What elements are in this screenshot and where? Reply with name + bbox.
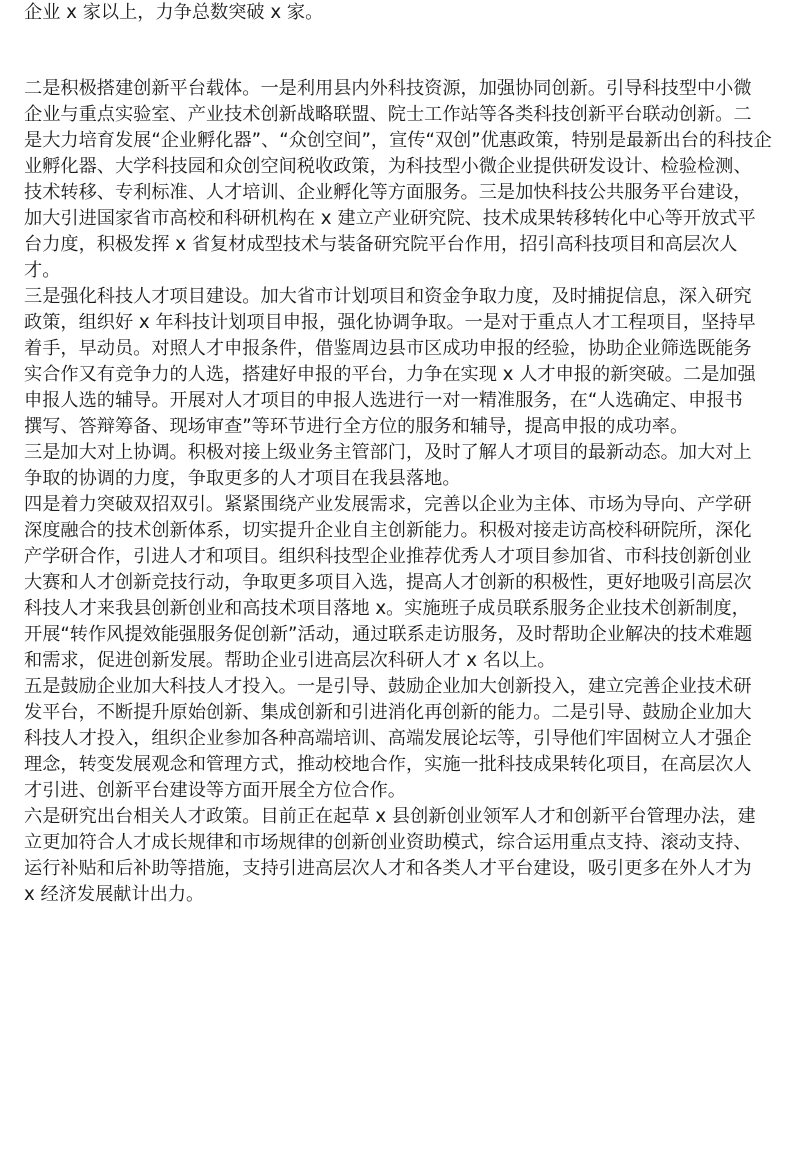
text-line: 着手，早动员。对照人才申报条件，借鉴周边县市区成功申报的经验，协助企业筛选既能务 <box>24 338 752 359</box>
text-line: 运行补贴和后补助等措施，支持引进高层次人才和各类人才平台建设，吸引更多在外人才为 <box>24 858 752 879</box>
text-line: 科技人才投入，组织企业参加各种高端培训、高端发展论坛等，引导他们牢固树立人才强企 <box>24 728 752 749</box>
paragraph-platform <box>24 76 778 284</box>
text-line: 四是着力突破双招双引。紧紧围绕产业发展需求，完善以企业为主体、市场为导向、产学研 <box>24 494 752 515</box>
text-line: 深度融合的技术创新体系，切实提升企业自主创新能力。积极对接走访高校科研院所，深化 <box>24 520 752 541</box>
text-line: 才。 <box>24 260 61 281</box>
text-line: 争取的协调的力度，争取更多的人才项目在我县落地。 <box>24 468 461 489</box>
text-line: 业孵化器、大学科技园和众创空间税收政策，为科技型小微企业提供研发设计、检验检测、 <box>24 156 752 177</box>
text-line: 是大力培育发展“企业孵化器”、“众创空间”，宣传“双创”优惠政策，特别是最新出台的科技企 <box>24 130 772 151</box>
text-line: 加大引进国家省市高校和科研机构在 x 建立产业研究院、技术成果转移转化中心等开放式平 <box>24 208 756 229</box>
text-line: x 经济发展献计出力。 <box>24 884 205 905</box>
text-line: 三是加大对上协调。积极对接上级业务主管部门，及时了解人才项目的最新动态。加大对上 <box>24 442 752 463</box>
text-line: 产学研合作，引进人才和项目。组织科技型企业推荐优秀人才项目参加省、市科技创新创业 <box>24 546 752 567</box>
text-line: 大赛和人才创新竞技行动，争取更多项目入选，提高人才创新的积极性，更好地吸引高层次 <box>24 572 752 593</box>
text-line: 实合作又有竞争力的人选，搭建好申报的平台，力争在实现 x 人才申报的新突破。二是加强 <box>24 364 756 385</box>
text-line: 才引进、创新平台建设等方面开展全方位合作。 <box>24 780 406 801</box>
paragraph-coordination <box>24 440 778 492</box>
text-line: 三是强化科技人才项目建设。加大省市计划项目和资金争取力度，及时捕捉信息，深入研究 <box>24 286 752 307</box>
text-line: 台力度，积极发挥 x 省复材成型技术与装备研究院平台作用，招引高科技项目和高层次人 <box>24 234 738 255</box>
paragraph-recruitment <box>24 492 778 674</box>
text-line: 和需求，促进创新发展。帮助企业引进高层次科研人才 x 名以上。 <box>24 650 556 671</box>
intro-line: 企业 x 家以上，力争总数突破 x 家。 <box>24 2 324 23</box>
document-page <box>24 0 778 908</box>
paragraph-policy <box>24 804 778 908</box>
text-line: 六是研究出台相关人才政策。目前正在起草 x 县创新创业领军人才和创新平台管理办法，建 <box>24 806 756 827</box>
text-line: 立更加符合人才成长规律和市场规律的创新创业资助模式，综合运用重点支持、滚动支持、 <box>24 832 752 853</box>
text-line: 科技人才来我县创新创业和高技术项目落地 x。实施班子成员联系服务企业技术创新制度， <box>24 598 750 619</box>
text-line: 技术转移、专利标准、人才培训、企业孵化等方面服务。三是加快科技公共服务平台建设， <box>24 182 752 203</box>
text-line: 发平台，不断提升原始创新、集成创新和引进消化再创新的能力。二是引导、鼓励企业加大 <box>24 702 752 723</box>
text-line: 五是鼓励企业加大科技人才投入。一是引导、鼓励企业加大创新投入，建立完善企业技术研 <box>24 676 752 697</box>
text-line: 撰写、答辩筹备、现场审查”等环节进行全方位的服务和辅导，提高申报的成功率。 <box>24 416 689 437</box>
text-line: 企业与重点实验室、产业技术创新战略联盟、院士工作站等各类科技创新平台联动创新。二 <box>24 104 752 125</box>
paragraph-enterprise-investment <box>24 674 778 804</box>
spacer <box>24 26 778 76</box>
text-line: 开展“转作风提效能强服务促创新”活动，通过联系走访服务，及时帮助企业解决的技术难题 <box>24 624 753 645</box>
paragraph-talent-projects <box>24 284 778 440</box>
text-line: 理念，转变发展观念和管理方式，推动校地合作，实施一批科技成果转化项目，在高层次人 <box>24 754 752 775</box>
text-line: 政策，组织好 x 年科技计划项目申报，强化协调争取。一是对于重点人才工程项目，坚持早 <box>24 312 756 333</box>
text-line: 二是积极搭建创新平台载体。一是利用县内外科技资源，加强协同创新。引导科技型中小微 <box>24 78 752 99</box>
text-line: 申报人选的辅导。开展对人才项目的申报人选进行一对一精准服务，在“人选确定、申报书 <box>24 390 743 411</box>
